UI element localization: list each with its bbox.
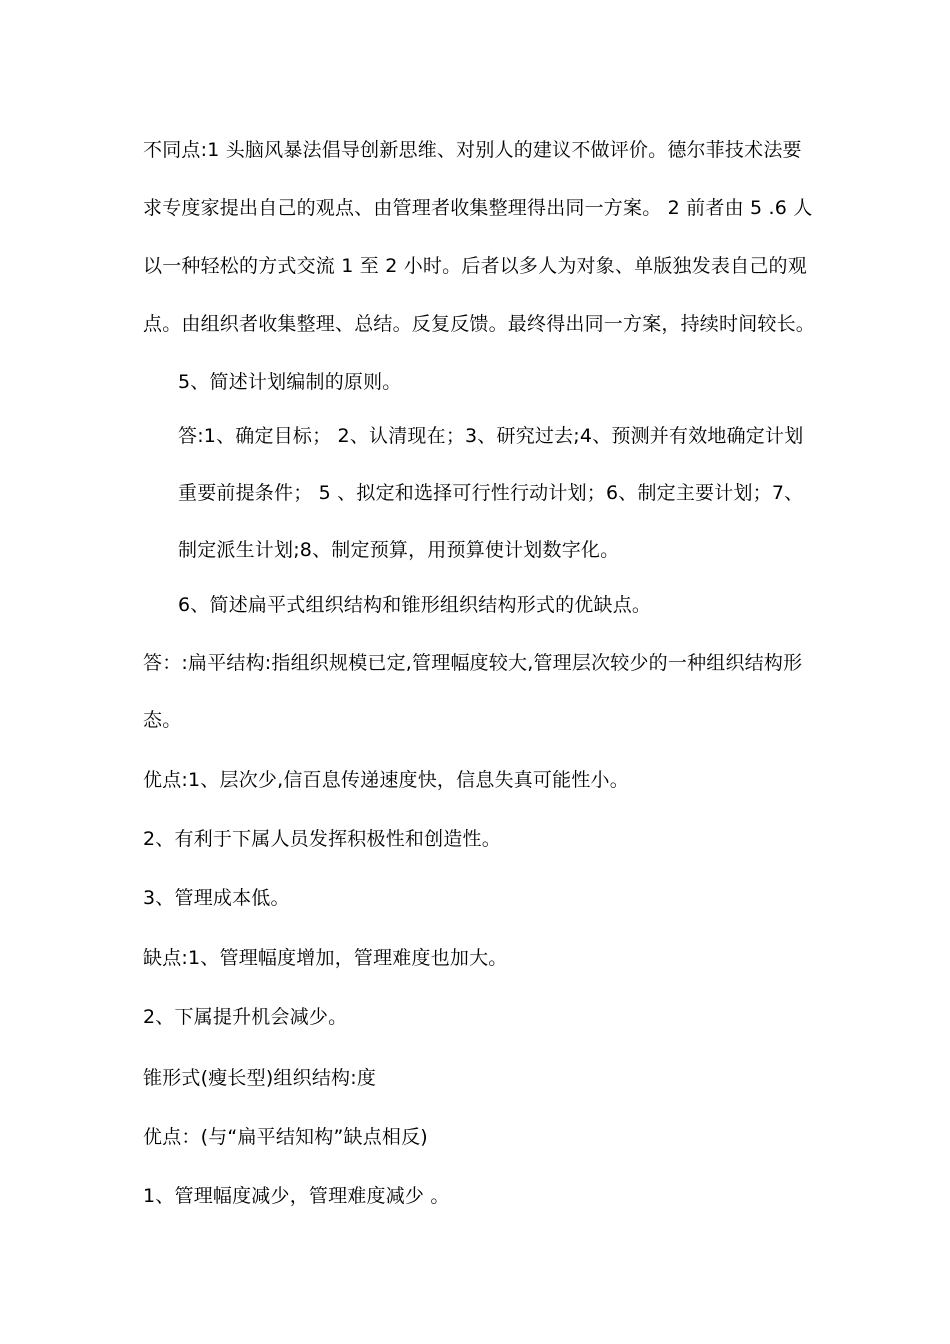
paragraph-line: 以一种轻松的方式交流 1 至 2 小时。后者以多人为对象、单版独发表自己的观	[143, 255, 807, 277]
list-item: 2、下属提升机会减少。	[143, 1006, 348, 1028]
answer-line: 重要前提条件； 5 、拟定和选择可行性行动计划；6、制定主要计划；7、	[178, 482, 804, 504]
list-item: 缺点:1、管理幅度增加，管理难度也加大。	[143, 947, 508, 969]
question-heading: 6、简述扁平式组织结构和锥形组织结构形式的优缺点。	[178, 594, 652, 616]
paragraph-line: 点。由组织者收集整理、总结。反复反馈。最终得出同一方案，持续时间较长。	[143, 313, 816, 335]
answer-line: 答:1、确定目标； 2、认清现在；3、研究过去;4、预测并有效地确定计划	[178, 425, 804, 447]
answer-line: 态。	[143, 709, 182, 731]
list-item: 2、有利于下属人员发挥积极性和创造性。	[143, 828, 501, 850]
paragraph-line: 求专度家提出自己的观点、由管理者收集整理得出同一方案。 2 前者由 5 .6 人	[143, 197, 813, 219]
answer-line: 答：:扁平结构:指组织规模已定,管理幅度较大,管理层次较少的一种组织结构形	[143, 652, 803, 674]
answer-line: 制定派生计划;8、制定预算，用预算使计划数字化。	[178, 539, 620, 561]
list-item: 1、管理幅度减少，管理难度减少 。	[143, 1185, 450, 1207]
list-item: 优点:1、层次少,信百息传递速度快，信息失真可能性小。	[143, 769, 629, 791]
paragraph-line: 不同点:1 头脑风暴法倡导创新思维、对别人的建议不做评价。德尔菲技术法要	[143, 139, 802, 161]
list-item: 优点：(与“扁平结知构”缺点相反)	[143, 1126, 428, 1148]
section-label: 锥形式(瘦长型)组织结构:度	[143, 1067, 377, 1089]
question-heading: 5、简述计划编制的原则。	[178, 371, 402, 393]
list-item: 3、管理成本低。	[143, 887, 290, 909]
